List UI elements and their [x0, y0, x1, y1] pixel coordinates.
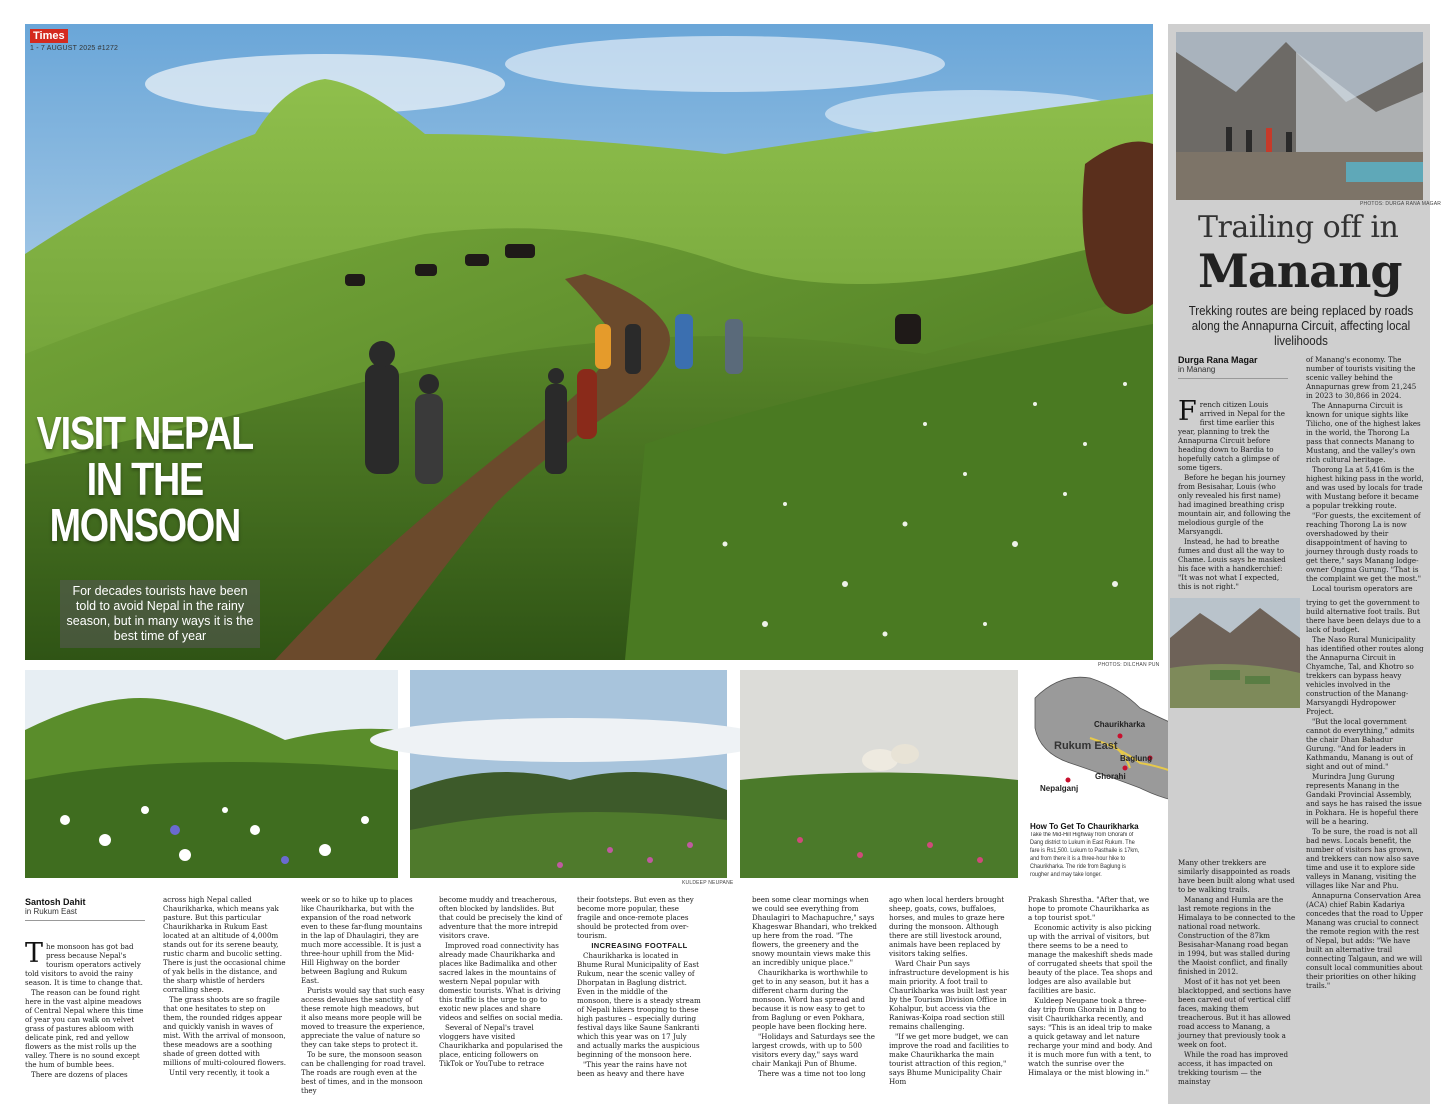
sheep-illustration [740, 670, 1018, 878]
main-col-6-p1: been some clear mornings when we could see everything from Dhaulagiri to Machapuchre," says Khageswar Bhandari, who trekked up here from the road. "The flowers, the greenery and the snowy mountain views make this an incredibly unique place." [752, 895, 877, 967]
masthead [30, 24, 118, 52]
hero-title-line-2: IN THE [86, 453, 203, 505]
main-byline [25, 897, 145, 921]
map-label-rukum-east: Rukum East [1054, 740, 1118, 752]
how-to-get-box [1030, 822, 1142, 879]
hero-title-line-3: MONSOON [49, 499, 241, 551]
meadow-photo-1 [25, 670, 398, 878]
main-col-1-p2: The reason can be found right here in the vast alpine meadows of Central Nepal where this time of year you can walk on velvet grass of pastures abloom with delicate pink, red and yellow flowers as the mist rolls up the valley. There is no sound except the hum of bumble bees. [25, 988, 144, 1069]
main-col-5-p4: "This year the rains have not been as heavy and there have [577, 1060, 687, 1078]
main-col-6-p3: "Holidays and Saturdays see the largest crowds, with up to 500 visitors every day," says ward chair Mankaji Pun of Bhume. [752, 1032, 876, 1068]
main-col-2-p2: The grass shoots are so fragile that one hesitates to step on them, the rounded ridges appear and quickly vanish in waves of mist. With the arrival of monsoon, these meadows are a soothing shade of green dotted with millions of multi-coloured flowers. [163, 995, 287, 1067]
sidebar-col-bottom-p1: Many other trekkers are similarly disappointed as roads have been built along what used to be walking trails. [1178, 858, 1295, 894]
sidebar-col-bottom-p2: Manang and Humla are the last remote regions in the Himalaya to be connected to the national road network. Construction of the 87km Besisahar-Manang road began in 1994, but was stalled during the Maoist conflict, and finally finished in 2012. [1178, 895, 1296, 976]
sidebar-col-2-p5: Local tourism operators are [1312, 584, 1413, 593]
main-col-4-p1: become muddy and treacherous, often blocked by landslides. But that could be precisely the kind of adventure that the more intrepid visitors crave. [439, 895, 563, 940]
how-to-get-title: How To Get To Chaurikharka [1030, 822, 1139, 831]
main-col-8 [1028, 895, 1153, 1095]
sidebar-title-line-2: Manang [1198, 244, 1402, 298]
issue-date: 1 - 7 AUGUST 2025 #1272 [30, 45, 119, 52]
manang-illustration [1176, 32, 1423, 200]
main-col-1-p1: The monsoon has got bad press because Nepal's tourism operators actively told visitors to avoid the rainy season. It is time to change that. [25, 938, 143, 987]
how-to-get-text: Take the Mid-Hill Highway from Ghorahi of Dang district to Lukum in East Rukum. The fare is Rs1,500. Lukum to Pasthaile is 17km, and from there it is a three-hour hike to Chaurikharka. The ride from Baglung is rougher and may take longer. [1030, 832, 1140, 878]
meadow-illustration-1 [25, 670, 398, 878]
main-col-8-p2: Economic activity is also picking up with the arrival of visitors, but there seems to be a need to manage the makeshift sheds made of corrugated sheets that spoil the beauty of the place. Tea shops and lodges are also available but facilities are basic. [1028, 923, 1153, 995]
sidebar-col-2-p1: of Manang's economy. The number of tourists visiting the scenic valley behind the Annapurnas grew from 21,245 in 2023 to 30,866 in 2024. [1306, 355, 1417, 400]
sidebar-col-2-p2: The Annapurna Circuit is known for unique sights like Tilicho, one of the highest lakes in the world, the Thorong La pass that connects Manang to Mustang, and the valley's own rich cultural heritage. [1306, 401, 1421, 464]
manang-valley-photo [1170, 598, 1300, 708]
sidebar-col-bottom-p4: While the road has improved access, it has impacted on trekking tourism — the mainstay [1178, 1050, 1289, 1086]
main-col-7 [889, 895, 1014, 1095]
main-col-6-p4: There was a time not too long [758, 1069, 866, 1078]
main-col-4 [439, 895, 564, 1095]
sidebar-col-2-p4: "For guests, the excitement of reaching Thorong La is now overshadowed by their disappointment of having to journey through dusty roads to get there," says Manang lodge-owner Ongma Gurung. "That is the complaint we get the most." [1306, 511, 1422, 583]
sidebar-col-2 [1306, 355, 1424, 595]
main-col-6-p2: Chaurikharka is worthwhile to get to in any season, but it has a different charm during the monsoon. Word has spread and because it is now easy to get to from Baglung or even Pokhara, people have been flocking here. [752, 968, 869, 1031]
sidebar-byline [1178, 355, 1293, 379]
sidebar-col-bottom [1178, 858, 1296, 1098]
main-col-8-p1: Prakash Shrestha. "After that, we hope to promote Chaurikharka as a top tourist spot." [1028, 895, 1150, 922]
hero-photo-credit: PHOTOS: DILCHAN PUN [1098, 662, 1160, 668]
main-col-5 [577, 895, 702, 1095]
sidebar-title-line-1: Trailing off in [1198, 210, 1399, 245]
drop-cap: T [25, 938, 44, 969]
main-col-3-p3: To be sure, the monsoon season can be challenging for road travel. The roads are rough even at the best of times, and in the monsoon they [301, 1050, 426, 1095]
sidebar-col-2-mid-p4: Murindra Jung Gurung represents Manang in the Gandaki Provincial Assembly, and says he has raised the issue in Pokhara. He is hopeful there will be a hearing. [1306, 772, 1422, 826]
main-col-1 [25, 938, 150, 1092]
manang-trekkers-photo [1176, 32, 1423, 200]
sidebar-photo-credit: PHOTOS: DURGA RANA MAGAR [1360, 201, 1442, 207]
hero-title-line-1: VISIT NEPAL [36, 407, 253, 459]
main-col-7-p1: ago when local herders brought sheep, goats, cows, buffaloes, horses, and mules to graze here during the monsoon. Although there are still livestock around, animals have been replaced by visitors taking selfies. [889, 895, 1005, 958]
main-col-2 [163, 895, 288, 1095]
main-col-5-p3: Chaurikharka is located in Bhume Rural Municipality of East Rukum, near the scenic valley of Dhorpatan in Baglung district. Even in the middle of the monsoon, there is a steady stream of Nepali hikers trooping to these high pastures – especially during festival days like Saune Sankranti which this year was on 17 July and actually marks the auspicious beginning of the monsoon here. [577, 951, 701, 1059]
hero-subtitle: For decades tourists have been told to avoid Nepal in the rainy season, but in many ways it is the best time of year [60, 580, 260, 648]
byline-rule [25, 920, 145, 921]
main-col-5-p1: their footsteps. But even as they become more popular, these fragile and once-remote places should be protected from over-tourism. [577, 895, 694, 940]
sidebar-col-2-mid-p1: trying to get the government to build alternative foot trails. But there have been delays due to a lack of budget. [1306, 598, 1421, 634]
main-col-7-p3: "If we get more budget, we can improve the road and facilities to make Chaurikharka the main tourist attraction of this region," says Bhume Municipality Chair Hom [889, 1032, 1009, 1086]
main-col-2-p3: Until very recently, it took a [169, 1068, 270, 1077]
map-label-baglung: Baglung [1120, 754, 1152, 763]
sidebar-col-1-p1: French citizen Louis arrived in Nepal for the first time earlier this year, planning to trek the Annapurna Circuit before heading down to Bardia to hopefully catch a glimpse of some tigers. [1178, 396, 1285, 472]
sidebar-col-1-p2: Before he began his journey from Besisahar, Louis (who only revealed his first name) had imagined breathing crisp mountain air, and following the melodious gurgle of the Marsyangdi. [1178, 473, 1291, 536]
main-col-2-p1: across high Nepal called Chaurikharka, which means yak pasture. But this particular Chaurikharka in Rukum East located at an altitude of 4,000m stands out for its serene beauty, rustic charm and bucolic setting. There is just the occasional chime of yak bells in the distance, and the sharp whistle of herders corralling sheep. [163, 895, 286, 994]
map-label-nepalganj: Nepalganj [1040, 784, 1079, 793]
main-col-4-p3: Several of Nepal's travel vloggers have visited Chaurikharka and popularised the place, enticing followers on TikTok or YouTube to retrace [439, 1023, 563, 1068]
hero-photo [25, 24, 1153, 660]
sidebar-col-1-p3: Instead, he had to breathe fumes and dust all the way to Chame. Louis says he masked his face with a handkerchief: "It was not what I expected, this is not right." [1178, 537, 1286, 591]
hero-title [30, 407, 260, 551]
manang-valley-illustration [1170, 598, 1300, 708]
sidebar-col-2-mid-p5: To be sure, the road is not all bad news. Locals benefit, the number of visitors has grown, and trekkers can now also save time and use it to explore side valleys in Manang, visiting the villages like Nar and Phu. [1306, 827, 1420, 890]
sidebar-col-2-p3: Thorong La at 5,416m is the highest hiking pass in the world, and was used by locals for trade with Mustang before it became a popular trekking route. [1306, 465, 1424, 510]
main-col-3-p2: Purists would say that such easy access devalues the sanctity of these remote high meadows, but it also means more people will be moved to treasure the experience, appreciate the value of nature so they can take steps to protect it. [301, 986, 425, 1049]
sidebar-col-2-mid-p2: The Naso Rural Municipality has identified other routes along the Annapurna Circuit in Chyamche, Tal, and Khotro so trekkers can bypass heavy vehicles involved in the construction of the Manang-Marsyangdi Hydropower Project. [1306, 635, 1424, 716]
main-col-3-p1: week or so to hike up to places like Chaurikharka, but with the expansion of the road network even to these far-flung mountains in the lap of Dhaulagiri, they are much more accessible. It is just a three-hour uphill from the Mid-Hill Highway on the border between Baglung and Rukum East. [301, 895, 423, 985]
increasing-footfall-subhead: INCREASING FOOTFALL [591, 941, 688, 950]
valley-clouds-photo [410, 670, 727, 878]
sheep-meadow-photo [740, 670, 1018, 878]
main-author: Santosh Dahit [25, 897, 86, 907]
map-label-ghorahi: Ghorahi [1095, 772, 1126, 781]
sidebar-col-1 [1178, 396, 1293, 591]
main-col-8-p3: Kuldeep Neupane took a three-day trip from Ghorahi in Dang to visit Chaurikharka recently, and says: "This is an ideal trip to make a quick getaway and let nature recharge your mind and body. And it is much more fun with a tent, to watch the sunrise over the Himalaya or the mist blowing in." [1028, 996, 1153, 1077]
sidebar-col-bottom-p3: Most of it has not yet been blacktopped, and sections have been carved out of vertical cliff faces, making them treacherous. But it has allowed road access to Manang, a journey that previously took a week on foot. [1178, 977, 1292, 1049]
sidebar-byline-rule [1178, 378, 1288, 379]
sidebar-col-2-mid-p3: "But the local government cannot do everything," admits the chair Dhan Bahadur Gurung. "And for leaders in Kathmandu, Manang is out of sight and out of mind." [1306, 717, 1415, 771]
main-col-1-p3: There are dozens of places [31, 1070, 128, 1079]
sidebar-col-2-mid-p6: Annapurna Conservation Area (ACA) chief Rabin Kadariya concedes that the road to Upper Manang was crucial to connect the remote region with the rest of Nepal, but adds: "We have built an alternative trail connecting Talgaun, and we will consult local communities about their priorities on other hiking trails." [1306, 891, 1423, 990]
main-col-3 [301, 895, 426, 1095]
kuldeep-photo-credit: KULDEEP NEUPANE [682, 880, 734, 886]
valley-illustration [410, 670, 727, 878]
main-col-7-p2: Ward Chair Pun says infrastructure development is his main priority. A foot trail to Chaurikharka was built last year by the Tourism Division Office in Kohalpur, but access via the Raniwas-Koipa road section still remains challenging. [889, 959, 1010, 1031]
sidebar-dek: Trekking routes are being replaced by roads along the Annapurna Circuit, affecting local livelihoods [1188, 304, 1414, 348]
sidebar-author: Durga Rana Magar [1178, 355, 1258, 365]
main-col-6 [752, 895, 877, 1095]
map-label-chaurikharka: Chaurikharka [1094, 720, 1146, 729]
sidebar-col-2-mid [1306, 598, 1424, 990]
times-logo: Times [30, 29, 68, 43]
hero-illustration [25, 24, 1153, 660]
main-location: in Rukum East [25, 907, 78, 916]
main-col-4-p2: Improved road connectivity has already made Chaurikharka and places like Badimalika and other sacred lakes in the mountains of western Nepal popular with domestic tourists. What is driving this traffic is the urge to go to exotic new places and share videos and selfies on social media. [439, 941, 563, 1022]
sidebar-drop-cap: F [1178, 396, 1197, 427]
sidebar-location: in Manang [1178, 365, 1216, 374]
